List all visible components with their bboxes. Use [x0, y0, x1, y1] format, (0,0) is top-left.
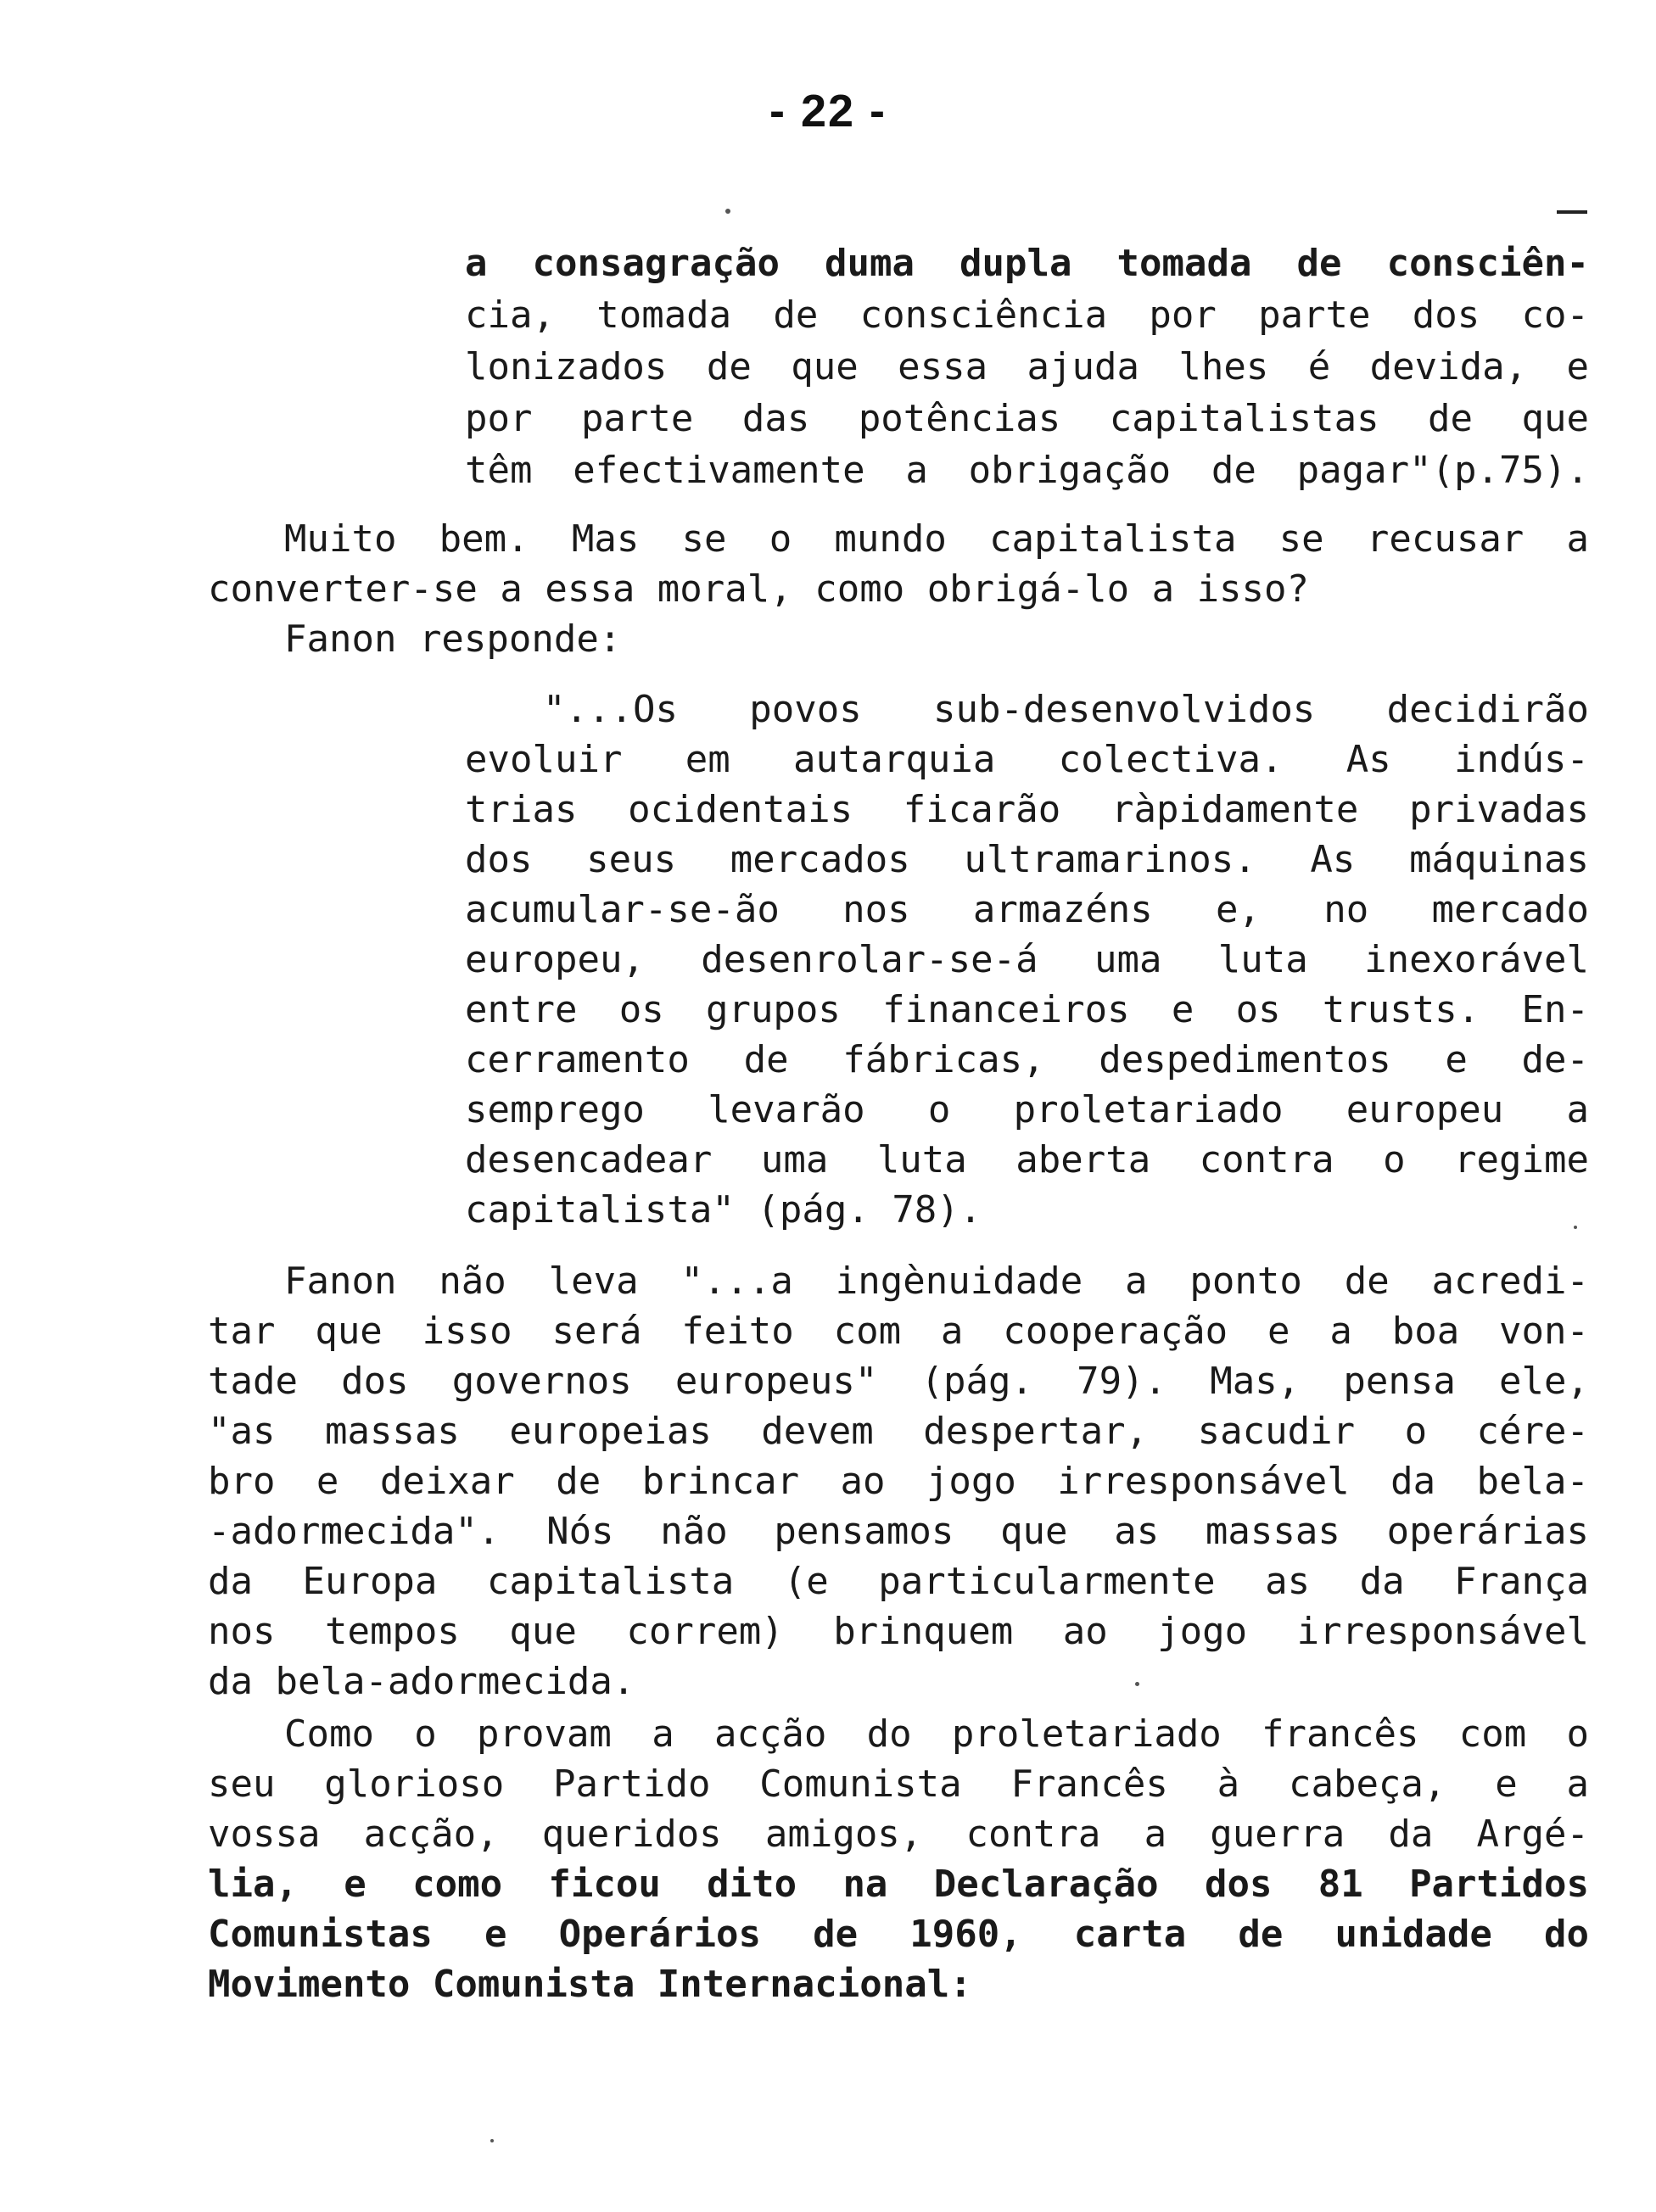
scan-speck	[1135, 1682, 1139, 1686]
page-number: - 22 -	[769, 86, 887, 137]
quote1-line: a consagração duma dupla tomada de consciên-	[465, 242, 1589, 285]
quote2-line: capitalista" (pág. 78).	[465, 1188, 982, 1232]
quote2-line: trias ocidentais ficarão ràpidamente privadas	[465, 788, 1589, 831]
paragraph-line: Como o provam a acção do proletariado francês com o	[284, 1712, 1589, 1756]
quote1-line: têm efectivamente a obrigação de pagar"(p.75).	[465, 449, 1589, 492]
quote2-line: semprego levarão o proletariado europeu a	[465, 1088, 1589, 1131]
quote2-line: europeu, desenrolar-se-á uma luta inexorável	[465, 938, 1589, 981]
quote2-line: "...Os povos sub-desenvolvidos decidirão	[543, 688, 1589, 731]
quote2-line: desencadear uma luta aberta contra o regime	[465, 1138, 1589, 1181]
quote2-line: cerramento de fábricas, despedimentos e de-	[465, 1038, 1589, 1081]
quote2-line: entre os grupos financeiros e os trusts. En-	[465, 988, 1589, 1031]
paragraph-line: tade dos governos europeus" (pág. 79). Mas, pensa ele,	[208, 1360, 1589, 1403]
quote1-line: por parte das potências capitalistas de que	[465, 397, 1589, 440]
quote1-line: lonizados de que essa ajuda lhes é devida, e	[465, 345, 1589, 388]
paragraph-line: bro e deixar de brincar ao jogo irresponsável da bela-	[208, 1460, 1589, 1503]
paragraph-line: Muito bem. Mas se o mundo capitalista se recusar a	[284, 517, 1589, 561]
paragraph-line: lia, e como ficou dito na Declaração dos 81 Partidos	[208, 1863, 1589, 1906]
paragraph-line: da Europa capitalista (e particularmente as da França	[208, 1560, 1589, 1603]
paragraph-line: "as massas europeias devem despertar, sacudir o cére-	[208, 1410, 1589, 1453]
paragraph-line: Fanon responde:	[284, 617, 622, 661]
paragraph-line: Comunistas e Operários de 1960, carta de unidade do	[208, 1913, 1589, 1956]
quote2-line: evoluir em autarquia colectiva. As indús-	[465, 738, 1589, 781]
quote2-line: dos seus mercados ultramarinos. As máquinas	[465, 838, 1589, 881]
paragraph-line: -adormecida". Nós não pensamos que as massas operárias	[208, 1510, 1589, 1553]
paragraph-line: da bela-adormecida.	[208, 1660, 635, 1703]
paragraph-line: converter-se a essa moral, como obrigá-lo a isso?	[208, 567, 1310, 611]
paragraph-line: tar que isso será feito com a cooperação e a boa von-	[208, 1310, 1589, 1353]
paragraph-line: seu glorioso Partido Comunista Francês à cabeça, e a	[208, 1762, 1589, 1806]
scan-speck	[490, 2139, 494, 2142]
quote1-line: cia, tomada de consciência por parte dos co-	[465, 293, 1589, 337]
margin-dash-mark	[1557, 210, 1587, 214]
paragraph-line: Movimento Comunista Internacional:	[208, 1963, 972, 2006]
paragraph-line: nos tempos que correm) brinquem ao jogo irresponsável	[208, 1610, 1589, 1653]
scan-speck	[1574, 1226, 1577, 1229]
quote2-line: acumular-se-ão nos armazéns e, no mercado	[465, 888, 1589, 931]
scan-speck	[725, 209, 730, 214]
paragraph-line: vossa acção, queridos amigos, contra a guerra da Argé-	[208, 1813, 1589, 1856]
paragraph-line: Fanon não leva "...a ingènuidade a ponto de acredi-	[284, 1260, 1589, 1303]
